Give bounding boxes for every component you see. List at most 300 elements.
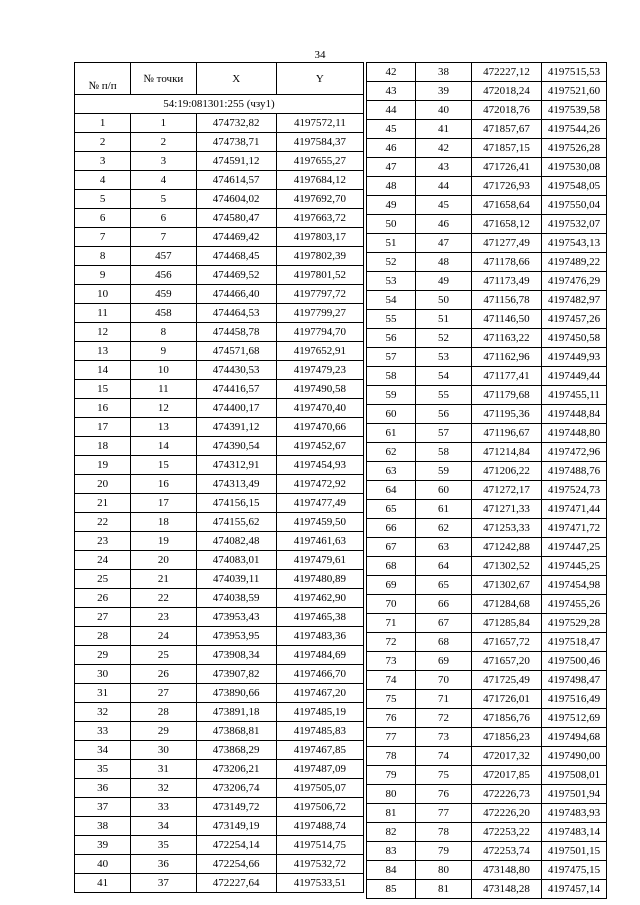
- cell-y: 4197448,84: [542, 405, 607, 424]
- cell-point-number: 41: [416, 120, 472, 139]
- table-row: [367, 576, 607, 595]
- table-row: [367, 253, 607, 272]
- cell-y: 4197455,11: [542, 386, 607, 405]
- cell-row-number: 9: [75, 266, 131, 285]
- table-row: [367, 880, 607, 899]
- cell-row-number: 40: [75, 855, 131, 874]
- cell-x: 471178,66: [472, 253, 542, 272]
- table-header-row: [75, 63, 364, 95]
- table-row: [367, 177, 607, 196]
- cell-y: 4197799,27: [276, 304, 363, 323]
- cell-y: 4197684,12: [276, 171, 363, 190]
- cell-x: 473148,80: [472, 861, 542, 880]
- table-row: [75, 475, 364, 494]
- cell-point-number: 45: [416, 196, 472, 215]
- table-row: [75, 399, 364, 418]
- table-row: [75, 456, 364, 475]
- cell-row-number: 28: [75, 627, 131, 646]
- table-row: [75, 532, 364, 551]
- cell-row-number: 26: [75, 589, 131, 608]
- table-row: [367, 329, 607, 348]
- cell-y: 4197447,25: [542, 538, 607, 557]
- cell-row-number: 76: [367, 709, 416, 728]
- cell-point-number: 75: [416, 766, 472, 785]
- cell-y: 4197797,72: [276, 285, 363, 304]
- cell-y: 4197584,37: [276, 133, 363, 152]
- cell-x: 474458,78: [196, 323, 276, 342]
- cell-point-number: 76: [416, 785, 472, 804]
- coordinates-table-right: [366, 62, 607, 899]
- cell-point-number: 4: [131, 171, 196, 190]
- cell-y: 4197479,61: [276, 551, 363, 570]
- table-row: [75, 190, 364, 209]
- cell-x: 472226,73: [472, 785, 542, 804]
- cell-y: 4197459,50: [276, 513, 363, 532]
- cell-x: 472017,85: [472, 766, 542, 785]
- table-row: [75, 266, 364, 285]
- table-row: [367, 82, 607, 101]
- cell-y: 4197471,72: [542, 519, 607, 538]
- cell-row-number: 29: [75, 646, 131, 665]
- table-row: [75, 627, 364, 646]
- cell-point-number: 14: [131, 437, 196, 456]
- cell-point-number: 457: [131, 247, 196, 266]
- cell-row-number: 16: [75, 399, 131, 418]
- cell-row-number: 59: [367, 386, 416, 405]
- cell-point-number: 46: [416, 215, 472, 234]
- cell-x: 471657,20: [472, 652, 542, 671]
- cell-x: 471726,41: [472, 158, 542, 177]
- cell-y: 4197506,72: [276, 798, 363, 817]
- cell-x: 471277,49: [472, 234, 542, 253]
- cell-row-number: 47: [367, 158, 416, 177]
- cell-row-number: 85: [367, 880, 416, 899]
- cell-point-number: 29: [131, 722, 196, 741]
- table-row: [367, 310, 607, 329]
- cell-point-number: 60: [416, 481, 472, 500]
- cell-y: 4197521,60: [542, 82, 607, 101]
- cell-row-number: 34: [75, 741, 131, 760]
- cell-y: 4197663,72: [276, 209, 363, 228]
- table-row: [75, 874, 364, 893]
- cell-x: 474039,11: [196, 570, 276, 589]
- cell-row-number: 30: [75, 665, 131, 684]
- cell-row-number: 75: [367, 690, 416, 709]
- cell-x: 474416,57: [196, 380, 276, 399]
- cell-row-number: 66: [367, 519, 416, 538]
- cell-point-number: 43: [416, 158, 472, 177]
- cell-y: 4197470,66: [276, 418, 363, 437]
- cell-row-number: 53: [367, 272, 416, 291]
- cell-x: 474430,53: [196, 361, 276, 380]
- cell-point-number: 31: [131, 760, 196, 779]
- table-row: [75, 570, 364, 589]
- cell-y: 4197514,75: [276, 836, 363, 855]
- table-row: [75, 171, 364, 190]
- cell-row-number: 6: [75, 209, 131, 228]
- cell-row-number: 4: [75, 171, 131, 190]
- cell-row-number: 60: [367, 405, 416, 424]
- cell-row-number: 33: [75, 722, 131, 741]
- table-row: [367, 405, 607, 424]
- cell-y: 4197516,49: [542, 690, 607, 709]
- cell-row-number: 23: [75, 532, 131, 551]
- table-row: [75, 798, 364, 817]
- cell-point-number: 32: [131, 779, 196, 798]
- cell-y: 4197454,93: [276, 456, 363, 475]
- cell-row-number: 63: [367, 462, 416, 481]
- cell-point-number: 10: [131, 361, 196, 380]
- cell-row-number: 41: [75, 874, 131, 893]
- cell-point-number: 66: [416, 595, 472, 614]
- cell-x: 471657,72: [472, 633, 542, 652]
- cell-y: 4197488,76: [542, 462, 607, 481]
- cell-x: 474614,57: [196, 171, 276, 190]
- cell-x: 474313,49: [196, 475, 276, 494]
- page-number: 34: [314, 49, 326, 61]
- cell-point-number: 47: [416, 234, 472, 253]
- cell-row-number: 50: [367, 215, 416, 234]
- cell-point-number: 458: [131, 304, 196, 323]
- cell-row-number: 5: [75, 190, 131, 209]
- cell-point-number: 2: [131, 133, 196, 152]
- table-row: [367, 386, 607, 405]
- cell-y: 4197529,28: [542, 614, 607, 633]
- table-row: [367, 538, 607, 557]
- cell-x: 474468,45: [196, 247, 276, 266]
- cell-row-number: 82: [367, 823, 416, 842]
- table-row: [367, 633, 607, 652]
- cell-y: 4197526,28: [542, 139, 607, 158]
- table-row: [75, 703, 364, 722]
- cell-x: 471726,01: [472, 690, 542, 709]
- cell-y: 4197467,20: [276, 684, 363, 703]
- table-row: [75, 665, 364, 684]
- cell-x: 474466,40: [196, 285, 276, 304]
- cell-y: 4197501,94: [542, 785, 607, 804]
- cell-y: 4197498,47: [542, 671, 607, 690]
- cell-y: 4197505,07: [276, 779, 363, 798]
- cell-x: 474732,82: [196, 114, 276, 133]
- table-row: [367, 709, 607, 728]
- cell-point-number: 5: [131, 190, 196, 209]
- cell-row-number: 42: [367, 63, 416, 82]
- cell-row-number: 35: [75, 760, 131, 779]
- cell-point-number: 67: [416, 614, 472, 633]
- cell-point-number: 22: [131, 589, 196, 608]
- table-row: [75, 418, 364, 437]
- table-row: [367, 671, 607, 690]
- cell-point-number: 48: [416, 253, 472, 272]
- table-row: [75, 760, 364, 779]
- cell-x: 471725,49: [472, 671, 542, 690]
- cell-row-number: 46: [367, 139, 416, 158]
- table-row: [367, 481, 607, 500]
- table-row: [367, 215, 607, 234]
- cell-y: 4197489,22: [542, 253, 607, 272]
- cell-y: 4197450,58: [542, 329, 607, 348]
- cell-row-number: 54: [367, 291, 416, 310]
- cell-row-number: 44: [367, 101, 416, 120]
- cell-y: 4197532,72: [276, 855, 363, 874]
- cell-row-number: 77: [367, 728, 416, 747]
- cell-row-number: 22: [75, 513, 131, 532]
- cell-x: 473149,19: [196, 817, 276, 836]
- cell-row-number: 48: [367, 177, 416, 196]
- cell-point-number: 27: [131, 684, 196, 703]
- cell-x: 474082,48: [196, 532, 276, 551]
- cell-row-number: 25: [75, 570, 131, 589]
- cell-point-number: 50: [416, 291, 472, 310]
- cell-row-number: 69: [367, 576, 416, 595]
- cell-row-number: 57: [367, 348, 416, 367]
- table-row: [367, 557, 607, 576]
- cell-point-number: 24: [131, 627, 196, 646]
- table-row: [75, 304, 364, 323]
- header-x: X: [196, 63, 276, 95]
- cell-y: 4197488,74: [276, 817, 363, 836]
- cell-y: 4197470,40: [276, 399, 363, 418]
- cell-row-number: 12: [75, 323, 131, 342]
- cell-y: 4197512,69: [542, 709, 607, 728]
- cell-row-number: 14: [75, 361, 131, 380]
- header-y: Y: [276, 63, 363, 95]
- cell-x: 472226,20: [472, 804, 542, 823]
- table-row: [75, 494, 364, 513]
- cell-x: 474469,52: [196, 266, 276, 285]
- cell-y: 4197490,58: [276, 380, 363, 399]
- table-row: [367, 291, 607, 310]
- cell-point-number: 37: [131, 874, 196, 893]
- cell-row-number: 78: [367, 747, 416, 766]
- table-row: [367, 462, 607, 481]
- table-row: [75, 247, 364, 266]
- cell-row-number: 38: [75, 817, 131, 836]
- table-row: [367, 652, 607, 671]
- cell-x: 473891,18: [196, 703, 276, 722]
- cell-row-number: 52: [367, 253, 416, 272]
- cell-x: 474083,01: [196, 551, 276, 570]
- cell-point-number: 28: [131, 703, 196, 722]
- cell-y: 4197472,92: [276, 475, 363, 494]
- section-title: 54:19:081301:255 (чзу1): [75, 95, 364, 114]
- cell-point-number: 52: [416, 329, 472, 348]
- cell-point-number: 38: [416, 63, 472, 82]
- cell-y: 4197532,07: [542, 215, 607, 234]
- cell-point-number: 13: [131, 418, 196, 437]
- table-row: [367, 139, 607, 158]
- cell-y: 4197483,14: [542, 823, 607, 842]
- cell-row-number: 79: [367, 766, 416, 785]
- cell-row-number: 7: [75, 228, 131, 247]
- cell-row-number: 15: [75, 380, 131, 399]
- cell-y: 4197518,47: [542, 633, 607, 652]
- cell-point-number: 53: [416, 348, 472, 367]
- cell-y: 4197461,63: [276, 532, 363, 551]
- cell-row-number: 61: [367, 424, 416, 443]
- table-row: [367, 367, 607, 386]
- cell-x: 473148,28: [472, 880, 542, 899]
- table-row: [75, 133, 364, 152]
- cell-x: 471856,23: [472, 728, 542, 747]
- cell-y: 4197466,70: [276, 665, 363, 684]
- cell-y: 4197448,80: [542, 424, 607, 443]
- cell-x: 472227,64: [196, 874, 276, 893]
- table-row: [367, 614, 607, 633]
- table-row: [367, 747, 607, 766]
- cell-row-number: 65: [367, 500, 416, 519]
- left-table-body: [75, 114, 364, 893]
- cell-x: 473206,74: [196, 779, 276, 798]
- cell-x: 473907,82: [196, 665, 276, 684]
- cell-x: 472018,24: [472, 82, 542, 101]
- cell-x: 471856,76: [472, 709, 542, 728]
- cell-row-number: 19: [75, 456, 131, 475]
- cell-row-number: 67: [367, 538, 416, 557]
- cell-row-number: 73: [367, 652, 416, 671]
- cell-x: 471302,52: [472, 557, 542, 576]
- cell-point-number: 3: [131, 152, 196, 171]
- cell-point-number: 80: [416, 861, 472, 880]
- cell-point-number: 42: [416, 139, 472, 158]
- table-row: [75, 646, 364, 665]
- cell-point-number: 16: [131, 475, 196, 494]
- cell-row-number: 2: [75, 133, 131, 152]
- cell-x: 471156,78: [472, 291, 542, 310]
- cell-x: 473868,81: [196, 722, 276, 741]
- cell-x: 472254,14: [196, 836, 276, 855]
- cell-point-number: 81: [416, 880, 472, 899]
- table-row: [367, 690, 607, 709]
- cell-point-number: 33: [131, 798, 196, 817]
- cell-x: 471195,36: [472, 405, 542, 424]
- cell-x: 473206,21: [196, 760, 276, 779]
- cell-y: 4197530,08: [542, 158, 607, 177]
- cell-x: 471177,41: [472, 367, 542, 386]
- cell-y: 4197487,09: [276, 760, 363, 779]
- table-row: [75, 684, 364, 703]
- table-row: [75, 722, 364, 741]
- cell-y: 4197544,26: [542, 120, 607, 139]
- cell-x: 474469,42: [196, 228, 276, 247]
- cell-x: 474390,54: [196, 437, 276, 456]
- table-row: [75, 361, 364, 380]
- cell-x: 471179,68: [472, 386, 542, 405]
- cell-x: 474312,91: [196, 456, 276, 475]
- cell-point-number: 1: [131, 114, 196, 133]
- cell-row-number: 71: [367, 614, 416, 633]
- cell-point-number: 74: [416, 747, 472, 766]
- cell-row-number: 36: [75, 779, 131, 798]
- cell-point-number: 54: [416, 367, 472, 386]
- cell-point-number: 71: [416, 690, 472, 709]
- cell-y: 4197485,83: [276, 722, 363, 741]
- cell-x: 471173,49: [472, 272, 542, 291]
- cell-point-number: 61: [416, 500, 472, 519]
- cell-x: 473868,29: [196, 741, 276, 760]
- cell-point-number: 40: [416, 101, 472, 120]
- table-row: [75, 855, 364, 874]
- cell-y: 4197465,38: [276, 608, 363, 627]
- table-row: [367, 595, 607, 614]
- cell-x: 471272,17: [472, 481, 542, 500]
- cell-y: 4197543,13: [542, 234, 607, 253]
- cell-y: 4197803,17: [276, 228, 363, 247]
- cell-x: 474464,53: [196, 304, 276, 323]
- cell-point-number: 21: [131, 570, 196, 589]
- cell-y: 4197794,70: [276, 323, 363, 342]
- cell-y: 4197483,93: [542, 804, 607, 823]
- cell-y: 4197533,51: [276, 874, 363, 893]
- cell-x: 474580,47: [196, 209, 276, 228]
- cell-point-number: 18: [131, 513, 196, 532]
- cell-point-number: 15: [131, 456, 196, 475]
- cell-row-number: 74: [367, 671, 416, 690]
- cell-point-number: 49: [416, 272, 472, 291]
- cell-y: 4197455,26: [542, 595, 607, 614]
- table-row: [75, 741, 364, 760]
- cell-y: 4197457,26: [542, 310, 607, 329]
- cell-point-number: 55: [416, 386, 472, 405]
- cell-y: 4197550,04: [542, 196, 607, 215]
- cell-y: 4197485,19: [276, 703, 363, 722]
- section-row: [75, 95, 364, 114]
- cell-x: 471214,84: [472, 443, 542, 462]
- cell-y: 4197482,97: [542, 291, 607, 310]
- cell-x: 473953,43: [196, 608, 276, 627]
- cell-row-number: 17: [75, 418, 131, 437]
- cell-row-number: 27: [75, 608, 131, 627]
- cell-y: 4197515,53: [542, 63, 607, 82]
- cell-y: 4197524,73: [542, 481, 607, 500]
- cell-y: 4197652,91: [276, 342, 363, 361]
- header-row-number: № п/п: [75, 63, 131, 95]
- cell-x: 474155,62: [196, 513, 276, 532]
- cell-point-number: 20: [131, 551, 196, 570]
- cell-row-number: 1: [75, 114, 131, 133]
- cell-y: 4197445,25: [542, 557, 607, 576]
- cell-x: 471658,64: [472, 196, 542, 215]
- cell-row-number: 11: [75, 304, 131, 323]
- cell-point-number: 77: [416, 804, 472, 823]
- cell-point-number: 73: [416, 728, 472, 747]
- cell-point-number: 25: [131, 646, 196, 665]
- cell-x: 471302,67: [472, 576, 542, 595]
- cell-x: 471284,68: [472, 595, 542, 614]
- coordinates-table-left: [74, 62, 364, 893]
- cell-y: 4197462,90: [276, 589, 363, 608]
- cell-x: 471285,84: [472, 614, 542, 633]
- table-row: [367, 158, 607, 177]
- cell-x: 471857,67: [472, 120, 542, 139]
- cell-point-number: 39: [416, 82, 472, 101]
- table-row: [367, 804, 607, 823]
- cell-x: 471163,22: [472, 329, 542, 348]
- cell-y: 4197548,05: [542, 177, 607, 196]
- cell-point-number: 56: [416, 405, 472, 424]
- cell-row-number: 43: [367, 82, 416, 101]
- cell-x: 473890,66: [196, 684, 276, 703]
- cell-point-number: 62: [416, 519, 472, 538]
- cell-point-number: 23: [131, 608, 196, 627]
- cell-y: 4197490,00: [542, 747, 607, 766]
- cell-point-number: 58: [416, 443, 472, 462]
- table-row: [75, 285, 364, 304]
- header-point-number: № точки: [131, 63, 196, 95]
- cell-x: 471253,33: [472, 519, 542, 538]
- cell-point-number: 6: [131, 209, 196, 228]
- table-row: [75, 589, 364, 608]
